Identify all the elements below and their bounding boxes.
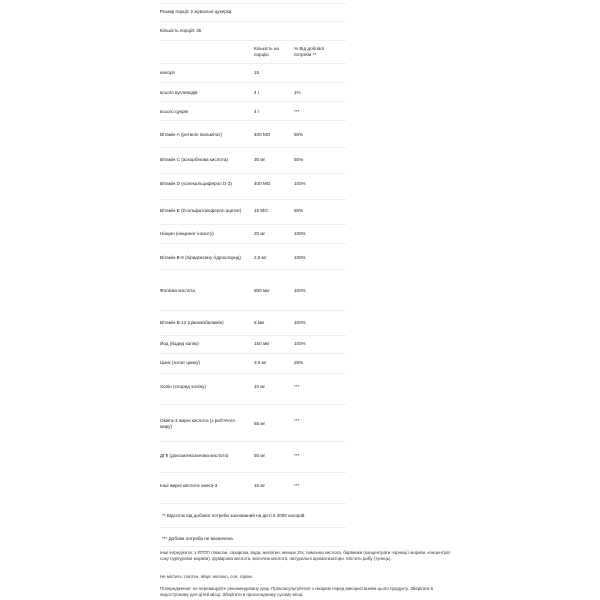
divider: [160, 472, 346, 473]
header-percent: % Від добової потреби **: [294, 46, 325, 57]
divider: [160, 353, 346, 354]
header-amount: Кількість на порцію: [254, 46, 279, 57]
serving-size: Розмір порції: 2 жувальні цукерки: [160, 9, 232, 14]
nutrient-name: Вітамін Е (D-альфатокоферол ацетат): [160, 208, 242, 213]
nutrient-percent: 100%: [294, 255, 306, 260]
nutrient-name: всього цукрів: [160, 109, 188, 114]
nutrient-name: Цинк (золат цинку): [160, 360, 200, 365]
nutrient-name: Фолієва кислота: [160, 288, 195, 293]
nutrient-amount: 30 мг: [254, 157, 266, 162]
footnote-daily-value: ** Відсоток від добової потреби заснований на дієті в 2000 калорій.: [162, 513, 306, 518]
nutrient-percent: 1%: [294, 90, 301, 95]
nutrient-name: всього вуглеводів: [160, 90, 198, 95]
divider: [160, 40, 346, 41]
divider: [160, 404, 346, 405]
nutrient-name: Вітамін В-6 (піридоксину гідрохлорид): [160, 255, 241, 260]
divider: [160, 101, 346, 102]
allergen-free-text: Не містить: глютен, яйця, молоко, соя, горіхи.: [160, 574, 253, 579]
nutrient-percent: 50%: [294, 208, 304, 213]
nutrient-amount: 15 мг: [254, 483, 266, 488]
nutrient-percent: 100%: [294, 231, 306, 236]
ingredients-text: Інші інгредієнти: з ЯТОП глюкози, сахароза, вода, желатин, менше 2%: лимонна кислота, барвники (концентрати чорниці і моркви, концентрат соку пурпурової моркви), фумарова кислота, молочна кислота, натуральні ароматизатори. Містить рибу (тунець).: [160, 550, 451, 561]
nutrient-amount: 2,5 мг: [254, 255, 267, 260]
nutrient-percent: 100%: [294, 341, 306, 346]
nutrient-name: Омега-3 жирні кислоти (з риб'ячого жиру): [160, 418, 235, 429]
nutrient-percent: ***: [294, 418, 300, 423]
nutrient-name: Вітамін В-12 (ціанокобаламін): [160, 320, 224, 325]
divider: [160, 373, 346, 374]
nutrient-name: калорії: [160, 70, 175, 75]
divider: [160, 503, 346, 504]
servings-count: Кількість порцій: 45: [160, 28, 202, 33]
nutrient-amount: 10 мг: [254, 384, 266, 389]
divider: [160, 335, 346, 336]
nutrient-amount: 15: [254, 70, 260, 75]
nutrient-percent: 50%: [294, 132, 304, 137]
divider: [160, 546, 346, 547]
nutrient-amount: 15 МО: [254, 208, 268, 213]
divider: [160, 310, 346, 311]
nutrient-amount: 8 мкг: [254, 320, 265, 325]
nutrient-amount: 65 мг: [254, 421, 266, 426]
divider: [160, 147, 346, 148]
nutrient-percent: 100%: [294, 320, 306, 325]
divider: [160, 243, 346, 244]
divider: [160, 3, 346, 4]
divider: [160, 269, 346, 270]
nutrient-amount: 800 мкг: [254, 288, 270, 293]
nutrient-percent: 100%: [294, 181, 306, 186]
nutrient-percent: ***: [294, 483, 300, 488]
nutrient-percent: ***: [294, 453, 300, 458]
nutrient-name: Інші жирні кислоти омега-3: [160, 483, 218, 488]
nutrient-amount: 50 мг: [254, 453, 266, 458]
nutrient-amount: 3,8 мг: [254, 360, 267, 365]
nutrient-name: Холін (хлорид холіну): [160, 384, 206, 389]
nutrient-name: Ніацин (ніацинат інозиту): [160, 231, 214, 236]
nutrient-name: Йод (йодид калію): [160, 341, 199, 346]
divider: [160, 173, 346, 174]
divider: [160, 224, 346, 225]
divider: [160, 527, 346, 528]
footnote-not-established: *** Добова потреба не визначена.: [162, 536, 235, 541]
divider: [160, 441, 346, 442]
warning-text: Попередження: не перевищуйте рекомендовану дозу. Проконсультуйтеся з лікарем перед використанням цього продукту. Зберігати в недоступному для дітей місці. Зберігати в прохолодному сухому місці.: [160, 586, 434, 597]
nutrient-percent: 50%: [294, 157, 304, 162]
nutrient-amount: 400 МО: [254, 181, 271, 186]
divider: [160, 199, 346, 200]
nutrient-name: Вітамін D (холекальциферол D-3): [160, 181, 232, 186]
nutrient-amount: 20 мг: [254, 231, 266, 236]
nutrient-amount: 4 г: [254, 90, 260, 95]
nutrient-amount: 400 МО: [254, 132, 271, 137]
nutrient-amount: 150 мкг: [254, 341, 270, 346]
divider: [160, 82, 346, 83]
nutrient-name: Вітамін А (ретиніл пальмітат): [160, 132, 223, 137]
nutrient-percent: 25%: [294, 360, 304, 365]
nutrient-percent: ***: [294, 384, 300, 389]
divider: [160, 63, 346, 64]
nutrient-amount: 4 г: [254, 109, 260, 114]
divider: [160, 21, 346, 22]
nutrient-percent: 100%: [294, 288, 306, 293]
nutrient-name: Вітамін С (аскорбінова кислота): [160, 157, 228, 162]
nutrient-name: ДГК (докозагексаєнова кислота): [160, 453, 229, 458]
nutrient-percent: ***: [294, 109, 300, 114]
divider: [160, 120, 346, 121]
